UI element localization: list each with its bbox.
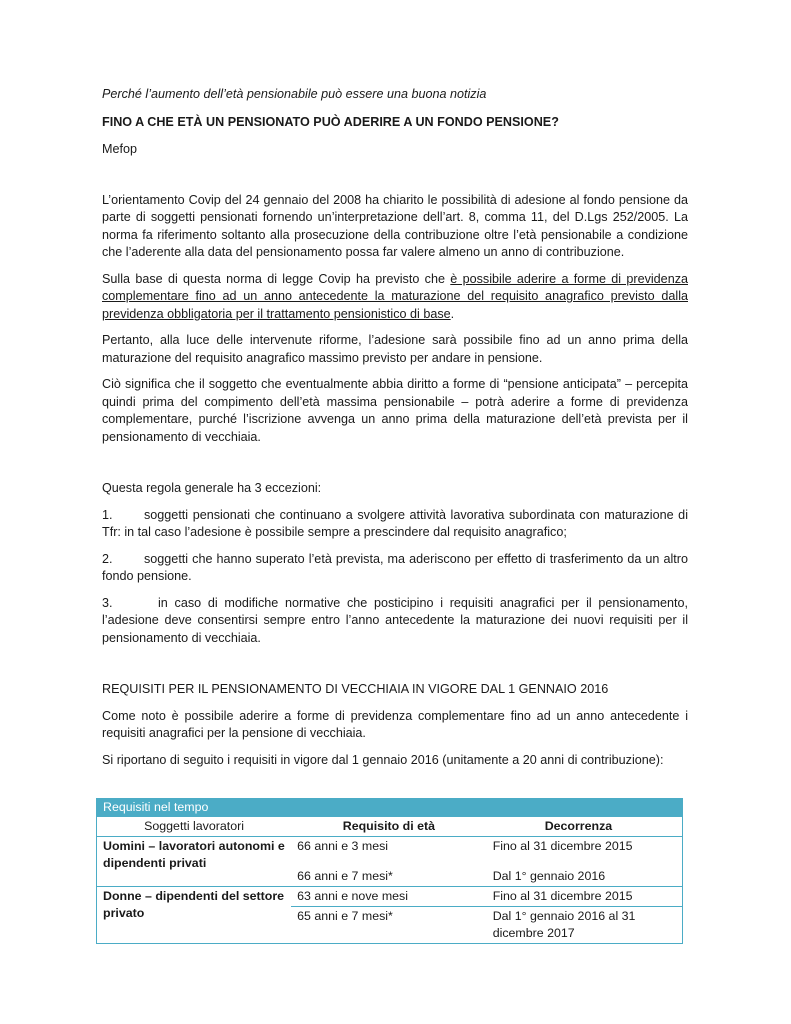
- table-row: [97, 887, 683, 907]
- start-date: Fino al 31 dicembre 2015: [487, 887, 683, 907]
- table-header: Requisiti nel tempo: [97, 798, 683, 817]
- start-date: Dal 1° gennaio 2016 al 31 dicembre 2017: [487, 907, 683, 944]
- age-requirement: 65 anni e 7 mesi*: [291, 907, 487, 944]
- exception-text: in caso di modifiche normative che posticipino i requisiti anagrafici per il pensionamento, l’adesione deve consentirsi sempre entro l’anno antecedente la maturazione dei nuovi requisiti per il pensionamento di vecchiaia.: [102, 595, 688, 645]
- age-requirement: 66 anni e 3 mesi: [297, 839, 389, 853]
- document-subtitle: Perché l’aumento dell’età pensionabile può essere una buona notizia: [102, 87, 487, 101]
- paragraph-requirements-intro: Si riportano di seguito i requisiti in vigore dal 1 gennaio 2016 (unitamente a 20 anni di contribuzione):: [102, 752, 664, 767]
- paragraph-therefore: Pertanto, alla luce delle intervenute riforme, l’adesione sarà possibile fino ad un anno prima della maturazione del requisito anagrafico massimo previsto per andare in pensione.: [102, 333, 688, 365]
- start-date: Fino al 31 dicembre 2015: [492, 839, 633, 853]
- document-title: FINO A CHE ETÀ UN PENSIONATO PUÒ ADERIRE A UN FONDO PENSIONE?: [102, 114, 559, 129]
- exception-number: 3.: [102, 595, 113, 610]
- paragraph-early-pension: Ciò significa che il soggetto che eventualmente abbia diritto a forme di “pensione anticipata” – percepita quindi prima del compimento dell’età massima pensionabile – potrà aderire a forme di previdenza complementare, purché l’iscrizione avvenga un anno prima della maturazione dell’età prevista per il pensionamento di vecchiaia.: [102, 377, 688, 444]
- paragraph-covip-rule-start: Sulla base di questa norma di legge Covip ha previsto che: [102, 271, 451, 286]
- exception-item: [102, 595, 688, 648]
- age-requirement: 63 anni e nove mesi: [291, 887, 487, 907]
- paragraph-covip-orientation: L’orientamento Covip del 24 gennaio del 2008 ha chiarito le possibilità di adesione al fondo pensione da parte di soggetti pensionati fornendo un’interpretazione dell’art. 8, comma 11, del D.Lgs 252/2005. La norma fa riferimento soltanto alla prosecuzione della contribuzione oltre l’età pensionabile a condizione che l’aderente alla data del pensionamento possa far valere almeno un anno di contribuzione.: [102, 192, 688, 259]
- paragraph-covip-rule: [102, 271, 688, 324]
- start-date: Dal 1° gennaio 2016: [492, 869, 606, 883]
- exception-item: [102, 507, 688, 542]
- exception-number: 2.: [102, 551, 113, 566]
- column-header-start: Decorrenza: [487, 817, 683, 837]
- age-requirement: 66 anni e 7 mesi*: [297, 869, 393, 883]
- group-name: Donne – dipendenti del settore privato: [97, 887, 292, 944]
- requirements-table: [96, 798, 683, 944]
- paragraph-as-known: Come noto è possibile aderire a forme di previdenza complementare fino ad un anno antecedente i requisiti anagrafici per la pensione di vecchiaia.: [102, 708, 688, 740]
- exception-text: soggetti che hanno superato l’età prevista, ma aderiscono per effetto di trasferimento da un altro fondo pensione.: [102, 551, 688, 583]
- exception-text: soggetti pensionati che continuano a svolgere attività lavorativa subordinata con maturazione di Tfr: in tal caso l’adesione è possibile sempre a prescindere dal requisito anagrafico;: [102, 507, 688, 539]
- column-header-workers: Soggetti lavoratori: [97, 817, 292, 837]
- table-header-row: [97, 798, 683, 817]
- section-heading: REQUISITI PER IL PENSIONAMENTO DI VECCHIAIA IN VIGORE DAL 1 GENNAIO 2016: [102, 682, 609, 696]
- table-row: [97, 837, 683, 857]
- exceptions-intro: Questa regola generale ha 3 eccezioni:: [102, 481, 322, 495]
- document-author: Mefop: [102, 142, 138, 156]
- document-body: [102, 86, 688, 769]
- group-name: Uomini – lavoratori autonomi e dipendenti privati: [103, 839, 285, 870]
- exception-number: 1.: [102, 507, 113, 522]
- column-header-age: Requisito di età: [291, 817, 487, 837]
- paragraph-covip-rule-underlined: è possibile aderire a forme di previdenza complementare fino ad un anno antecedente la maturazione del requisito anagrafico previsto dalla previdenza obbligatoria per il trattamento pensionistico di base: [102, 271, 688, 321]
- paragraph-covip-rule-end: .: [450, 306, 455, 321]
- exception-item: [102, 551, 688, 586]
- table-column-row: [97, 817, 683, 837]
